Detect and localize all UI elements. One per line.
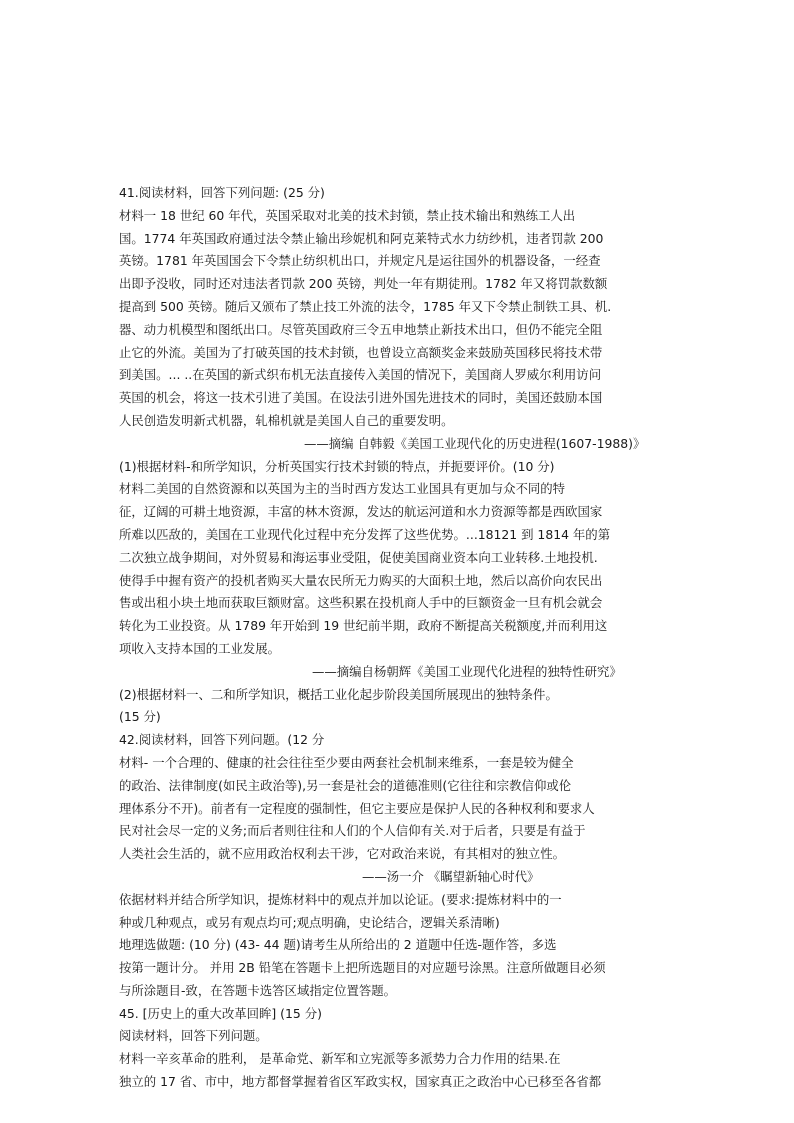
- q41-material1-line: 提高到 500 英镑。随后又颁布了禁止技工外流的法令，1785 年又下令禁止制铁工具、机.: [119, 298, 612, 314]
- q45-instruction: 阅读材料，回答下列问题。: [119, 1028, 268, 1044]
- q42-heading: 42.阅读材料，回答下列问题。(12 分: [119, 732, 325, 748]
- geography-elective-note: 地理选做题: (10 分) (43- 44 题)请考生从所给出的 2 道题中任选-题作答，多选: [119, 937, 557, 953]
- q45-material-line: 材料一辛亥革命的胜利， 是革命党、新军和立宪派等多派势力合力作用的结果.在: [119, 1051, 561, 1067]
- q42-material-line: 理体系分不开)。前者有一定程度的强制性，但它主要应是保护人民的各种权利和要求人: [119, 800, 595, 816]
- q41-material2-line: 所难以匹敌的，美国在工业现代化过程中充分发挥了这些优势。...18121 到 1814 年的第: [119, 526, 611, 542]
- q45-material-line: 独立的 17 省、市中，地方都督掌握着省区军政实权，国家真正之政治中心已移至各省都: [119, 1074, 602, 1090]
- q42-material-line: 的政治、法律制度(如民主政治等),另一套是社会的道德准则(它往往和宗教信仰或伦: [119, 777, 572, 793]
- q41-subquestion-2: (2)根据材料一、二和所学知识，概括工业化起步阶段美国所展现出的独特条件。: [119, 686, 558, 702]
- q41-material1-line: 国。1774 年英国政府通过法令禁止输出珍妮机和阿克莱特式水力纺纱机，违者罚款 200: [119, 230, 604, 246]
- q41-heading: 41.阅读材料，回答下列问题: (25 分): [119, 185, 325, 200]
- q41-material1-line: 器、动力机模型和图纸出口。尽管英国政府三令五申地禁止新技术出口，但仍不能完全阻: [119, 321, 603, 337]
- q41-material2-line: 转化为工业投资。从 1789 年开始到 19 世纪前半期，政府不断提高关税额度,并而利用这: [119, 618, 608, 634]
- q41-material1-line: 出即予没收，同时还对违法者罚款 200 英镑，判处一年有期徒刑。1782 年又将罚款数额: [119, 276, 608, 292]
- q42-material-source: ——汤一介 《瞩望新轴心时代》: [362, 868, 540, 884]
- q41-material1-source: ——摘编 自韩毅《美国工业现代化的历史进程(1607-1988)》: [304, 435, 646, 451]
- geography-elective-note: 与所涂题目-致，在答题卡选答区域指定位置答题。: [119, 982, 397, 998]
- q41-material2-line: 售或出租小块土地而获取巨额财富。这些积累在投机商人手中的巨额资金一旦有机会就会: [119, 595, 603, 611]
- q42-material-line: 人类社会生活的，就不应用政治权利去干涉，它对政治来说，有其相对的独立性。: [119, 846, 566, 862]
- q42-material-line: 材料- 一个合理的、健康的社会往往至少要由两套社会机制来维系，一套是较为健全: [119, 754, 574, 770]
- q45-heading: 45. [历史上的重大改革回眸] (15 分): [119, 1005, 322, 1021]
- q41-material1-line: 材料一 18 世纪 60 年代，英国采取对北美的技术封锁，禁止技术输出和熟练工人出: [119, 207, 576, 223]
- document-page: [119, 182, 679, 1094]
- q41-material1-line: 止它的外流。美国为了打破英国的技术封锁，也曾设立高额奖金来鼓励英国移民将技术带: [119, 344, 603, 360]
- q41-material2-line: 征，辽阔的可耕土地资源，丰富的林木资源，发达的航运河道和水力资源等都是西欧国家: [119, 504, 603, 520]
- q42-material-line: 民对社会尽一定的义务;而后者则往往和人们的个人信仰有关.对于后者，只要是有益于: [119, 823, 586, 839]
- geography-elective-note: 按第一题计分。 并用 2B 铅笔在答题卡上把所选题目的对应题号涂黑。注意所做题目必须: [119, 960, 606, 976]
- q41-material1-line: 到美国。... ..在英国的新式织布机无法直接传入美国的情况下，美国商人罗威尔利用访问: [119, 367, 602, 383]
- q41-material2-line: 项收入支持本国的工业发展。: [119, 640, 281, 656]
- q41-material2-line: 二次独立战争期间，对外贸易和海运事业受阻，促使美国商业资本向工业转移.土地投机.: [119, 549, 598, 565]
- q41-material2-line: 使得手中握有资产的投机者购买大量农民所无力购买的大面积土地，然后以高价向农民出: [119, 572, 603, 588]
- q41-material2-source: ——摘编自杨朝辉《美国工业现代化进程的独特性研究》: [312, 663, 622, 679]
- q41-material1-line: 英镑。1781 年英国国会下令禁止纺织机出口，并规定凡是运往国外的机器设备，一经查: [119, 253, 601, 269]
- q41-material1-line: 人民创造发明新式机器，轧棉机就是美国人自己的重要发明。: [119, 412, 454, 428]
- q41-material2-line: 材料二美国的自然资源和以英国为主的当时西方发达工业国具有更加与众不同的特: [119, 481, 566, 497]
- q42-instruction: 种或几种观点，或另有观点均可;观点明确，史论结合，逻辑关系清晰): [119, 914, 500, 930]
- q42-instruction: 依据材料并结合所学知识，提炼材料中的观点并加以论证。(要求:提炼材料中的一: [119, 891, 562, 907]
- q41-subquestion-1: (1)根据材料-和所学知识，分析英国实行技术封锁的特点，并扼要评价。(10 分): [119, 458, 555, 474]
- q41-material1-line: 英国的机会，将这一技术引进了美国。在设法引进外国先进技术的同时，美国还鼓励本国: [119, 390, 603, 406]
- q41-subquestion-2-score: (15 分): [119, 709, 161, 725]
